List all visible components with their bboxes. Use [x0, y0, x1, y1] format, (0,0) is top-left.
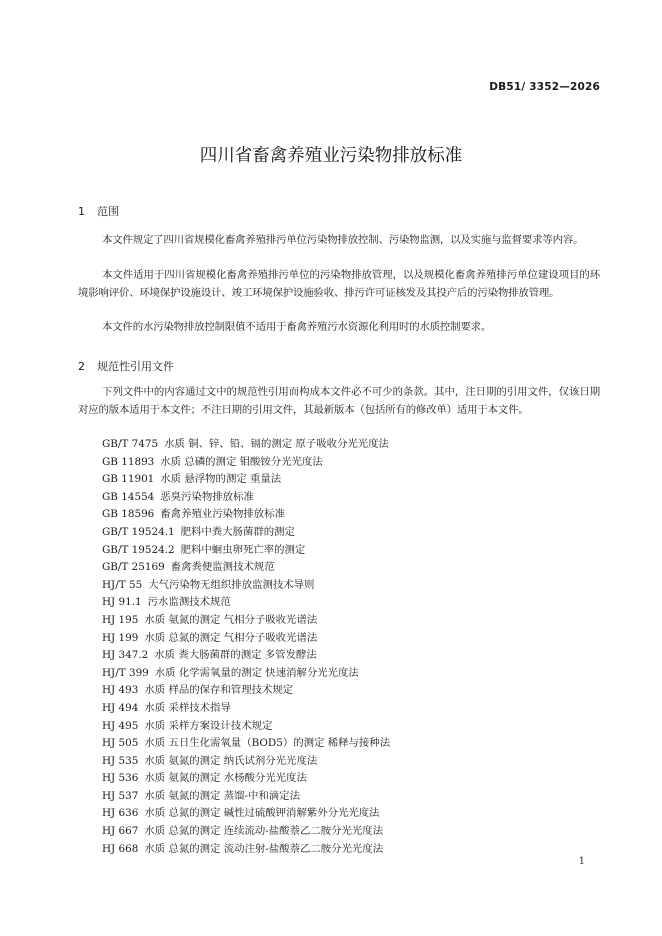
reference-code: HJ 494 — [102, 701, 139, 714]
reference-code: GB 14554 — [102, 490, 155, 503]
reference-item — [102, 770, 390, 788]
reference-code: GB/T 19524.2 — [102, 543, 175, 556]
document-title: 四川省畜禽养殖业污染物排放标准 — [199, 146, 463, 166]
reference-code: GB 11893 — [102, 455, 155, 468]
section-1-number: 1 — [78, 205, 85, 218]
reference-item — [102, 735, 390, 753]
reference-item — [102, 753, 390, 771]
reference-code: HJ 636 — [102, 807, 139, 820]
reference-title: 水质 总磷的测定 钼酸铵分光光度法 — [160, 455, 323, 468]
reference-item — [102, 506, 390, 524]
reference-title: 畜禽粪便监测技术规范 — [170, 561, 275, 574]
reference-title: 大气污染物无组织排放监测技术导则 — [148, 578, 315, 591]
reference-title: 污水监测技术规范 — [147, 596, 231, 609]
reference-code: HJ 505 — [102, 737, 139, 750]
standard-code: DB51/ 3352—2026 — [489, 81, 600, 93]
reference-item — [102, 612, 390, 630]
section-2-paragraph-1: 下列文件中的内容通过文中的规范性引用而构成本文件必不可少的条款。其中，注日期的引用文件，仅该日期对应的版本适用于本文件；不注日期的引用文件，其最新版本（包括所有的修改单）适用于本文件。 — [78, 386, 600, 416]
reference-title: 肥料中蛔虫卵死亡率的测定 — [180, 543, 306, 556]
reference-code: HJ/T 55 — [102, 578, 143, 591]
reference-title: 水质 采样技术指导 — [144, 701, 231, 714]
reference-item — [102, 436, 390, 454]
reference-title: 水质 铜、锌、铅、镉的测定 原子吸收分光光度法 — [164, 438, 389, 450]
reference-title: 水质 总氮的测定 气相分子吸收光谱法 — [144, 631, 318, 644]
section-2-heading — [78, 358, 174, 374]
reference-code: GB/T 7475 — [102, 438, 159, 450]
reference-code: HJ 199 — [102, 631, 139, 644]
reference-item — [102, 542, 390, 560]
reference-title: 水质 总氮的测定 流动注射-盐酸萘乙二胺分光光度法 — [144, 842, 384, 855]
reference-item — [102, 559, 390, 577]
section-1-title: 范围 — [97, 205, 119, 218]
reference-code: HJ 493 — [102, 684, 139, 697]
reference-item — [102, 630, 390, 648]
reference-item — [102, 700, 390, 718]
reference-item — [102, 682, 390, 700]
reference-item — [102, 647, 390, 665]
reference-title: 水质 样品的保存和管理技术规定 — [144, 684, 294, 697]
section-1-heading — [78, 203, 119, 219]
reference-title: 水质 总氮的测定 连续流动-盐酸萘乙二胺分光光度法 — [144, 825, 384, 838]
reference-item — [102, 805, 390, 823]
reference-title: 水质 五日生化需氧量（BOD5）的测定 稀释与接种法 — [144, 737, 391, 750]
reference-title: 水质 化学需氧量的测定 快速消解分光光度法 — [154, 666, 359, 679]
reference-code: HJ 537 — [102, 789, 139, 802]
reference-code: HJ 668 — [102, 842, 139, 855]
reference-code: GB/T 19524.1 — [102, 525, 175, 538]
reference-item — [102, 454, 390, 472]
reference-title: 恶臭污染物排放标准 — [160, 490, 254, 503]
reference-item — [102, 665, 390, 683]
reference-code: HJ 535 — [102, 754, 139, 767]
section-1-paragraph-2: 本文件适用于四川省规模化畜禽养殖排污单位的污染物排放管理，以及规模化畜禽养殖排污单位建设项目的环境影响评价、环境保护设施设计、竣工环境保护设施验收、排污许可证核发及其投产后的污染物排放管理。 — [78, 269, 600, 299]
reference-item — [102, 823, 390, 841]
reference-title: 水质 氨氮的测定 水杨酸分光光度法 — [144, 772, 307, 785]
reference-item — [102, 718, 390, 736]
section-2-title: 规范性引用文件 — [97, 360, 174, 373]
reference-item — [102, 788, 390, 806]
reference-code: GB 18596 — [102, 508, 155, 521]
section-1-paragraph-1: 本文件规定了四川省规模化畜禽养殖排污单位污染物排放控制、污染物监测，以及实施与监督要求等内容。 — [102, 234, 584, 246]
reference-title: 水质 氨氮的测定 蒸馏-中和滴定法 — [144, 789, 300, 802]
normative-reference-list — [102, 436, 390, 858]
reference-title: 肥料中粪大肠菌群的测定 — [180, 525, 295, 538]
section-1-paragraph-3: 本文件的水污染物排放控制限值不适用于畜禽养殖污水资源化利用时的水质控制要求。 — [102, 321, 492, 333]
reference-item — [102, 471, 390, 489]
reference-code: HJ 91.1 — [102, 596, 142, 609]
reference-title: 水质 氨氮的测定 纳氏试剂分光光度法 — [144, 754, 318, 767]
reference-item — [102, 524, 390, 542]
reference-code: HJ 495 — [102, 719, 139, 732]
reference-item — [102, 594, 390, 612]
reference-code: GB 11901 — [102, 473, 155, 486]
reference-code: HJ/T 399 — [102, 666, 149, 679]
reference-title: 畜禽养殖业污染物排放标准 — [160, 508, 285, 521]
reference-code: GB/T 25169 — [102, 561, 165, 574]
section-2-number: 2 — [78, 360, 85, 373]
reference-code: HJ 347.2 — [102, 649, 149, 662]
reference-item — [102, 841, 390, 859]
page-number: 1 — [578, 856, 585, 867]
reference-item — [102, 577, 390, 595]
reference-title: 水质 总氮的测定 碱性过硫酸钾消解紫外分光光度法 — [144, 807, 380, 820]
reference-title: 水质 氨氮的测定 气相分子吸收光谱法 — [144, 613, 318, 626]
reference-title: 水质 悬浮物的测定 重量法 — [160, 473, 282, 486]
reference-title: 水质 采样方案设计技术规定 — [144, 719, 273, 732]
reference-title: 水质 粪大肠菌群的测定 多管发酵法 — [154, 649, 317, 662]
reference-item — [102, 489, 390, 507]
reference-code: HJ 536 — [102, 772, 139, 785]
reference-code: HJ 667 — [102, 825, 139, 838]
reference-code: HJ 195 — [102, 613, 139, 626]
